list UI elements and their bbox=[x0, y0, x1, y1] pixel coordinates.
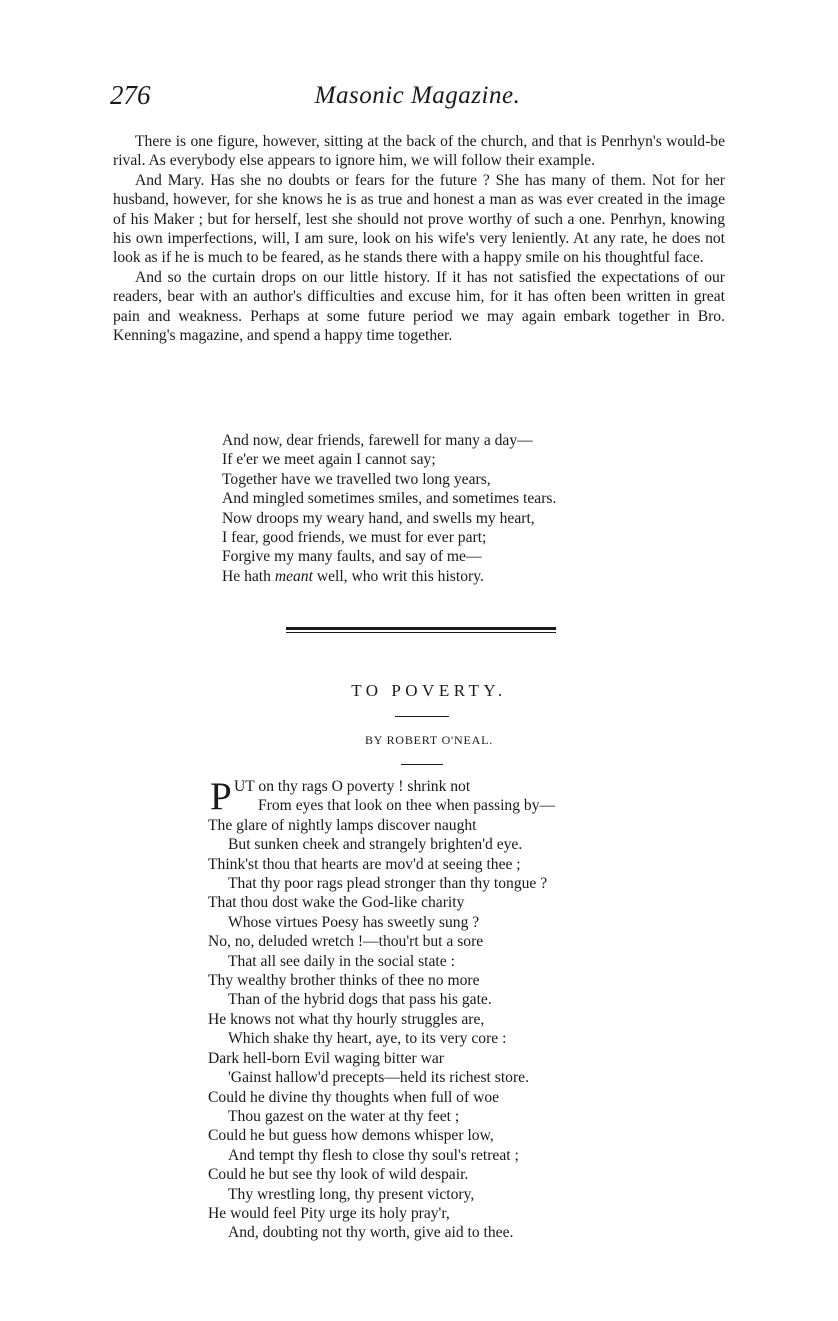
verse-line: I fear, good friends, we must for ever part; bbox=[222, 529, 487, 547]
separator-thin-rule bbox=[286, 632, 556, 633]
poem-line: Thou gazest on the water at thy feet ; bbox=[228, 1107, 460, 1125]
title-rule bbox=[395, 716, 449, 717]
poem-line: Could he divine thy thoughts when full of woe bbox=[208, 1088, 500, 1106]
drop-cap: P bbox=[210, 775, 232, 818]
poem-line: That all see daily in the social state : bbox=[228, 952, 455, 970]
poem-line: And, doubting not thy worth, give aid to thee. bbox=[228, 1224, 514, 1242]
poem-line: He knows not what thy hourly struggles are, bbox=[208, 1010, 485, 1028]
page-header bbox=[110, 80, 725, 116]
poem-line: From eyes that look on thee when passing by— bbox=[258, 797, 556, 815]
poem-line: Dark hell-born Evil waging bitter war bbox=[208, 1049, 445, 1067]
poem-line: The glare of nightly lamps discover naught bbox=[208, 816, 477, 834]
byline-rule bbox=[401, 764, 443, 765]
verse-line: If e'er we meet again I cannot say; bbox=[222, 451, 436, 469]
poem-line: That thy poor rags plead stronger than thy tongue ? bbox=[228, 875, 548, 893]
poem-line: That thou dost wake the God-like charity bbox=[208, 894, 465, 912]
verse-text: well, who writ this history. bbox=[312, 567, 484, 585]
verse-line-last bbox=[222, 567, 556, 586]
poem-lines bbox=[208, 816, 555, 1243]
poem-title: TO POVERTY. bbox=[351, 681, 507, 700]
poem-line: Whose virtues Poesy has sweetly sung ? bbox=[228, 913, 480, 931]
poem-line: And tempt thy flesh to close thy soul's retreat ; bbox=[228, 1146, 519, 1164]
verse-text: He hath bbox=[222, 567, 275, 585]
verse-line: And mingled sometimes smiles, and sometimes tears. bbox=[222, 490, 557, 508]
story-conclusion bbox=[113, 132, 725, 345]
paragraph: And so the curtain drops on our little history. If it has not satisfied the expectations of our readers, bear with an author's difficulties and excuse him, for it has often been written in great pain and weakness. Perhaps at some future period we may again embark together in Bro. Kenning's magazine, and spend a happy time together. bbox=[113, 268, 725, 345]
poem-byline: BY ROBERT O'NEAL. bbox=[364, 733, 494, 747]
poem-line: Which shake thy heart, aye, to its very core : bbox=[228, 1030, 507, 1048]
poem-line: 'Gainst hallow'd precepts—held its richest store. bbox=[228, 1069, 529, 1087]
verse-line: Together have we travelled two long years, bbox=[222, 470, 491, 488]
farewell-verse bbox=[222, 431, 556, 586]
poem-line: Thy wealthy brother thinks of thee no more bbox=[208, 972, 480, 990]
verse-line: Now droops my weary hand, and swells my heart, bbox=[222, 509, 535, 527]
emphasized-word: meant bbox=[274, 567, 313, 585]
separator-thick-rule bbox=[286, 627, 556, 630]
page-number: 276 bbox=[110, 80, 151, 110]
poem-line: Could he but see thy look of wild despair. bbox=[208, 1166, 469, 1184]
paragraph: There is one figure, however, sitting at the back of the church, and that is Penrhyn's would-be rival. As everybody else appears to ignore him, we will follow their example. bbox=[113, 133, 725, 170]
paragraph: And Mary. Has she no doubts or fears for the future ? She has many of them. Not for her husband, however, for she knows he is as true and honest a man as was ever created in the image of his Maker ; but for herself, lest she should not prove worthy of such a one. Penrhyn, knowing his own imperfections, will, I am sure, look on his wife's very leniently. At any rate, he does not look as if he is much to be feared, as he stands there with a happy smile on his thoughtful face. bbox=[113, 171, 725, 267]
verse-line: And now, dear friends, farewell for many a day— bbox=[222, 432, 533, 449]
poem-line: Thy wrestling long, thy present victory, bbox=[228, 1185, 475, 1203]
poem-line: But sunken cheek and strangely brighten'd eye. bbox=[228, 836, 523, 854]
verse-line: Forgive my many faults, and say of me— bbox=[222, 548, 482, 566]
poem-line: Think'st thou that hearts are mov'd at seeing thee ; bbox=[208, 855, 521, 873]
poem-line: Could he but guess how demons whisper low, bbox=[208, 1127, 494, 1145]
poem-line-text: UT on thy rags O poverty ! shrink not bbox=[234, 778, 471, 795]
poem-line: No, no, deluded wretch !—thou'rt but a sore bbox=[208, 933, 484, 951]
section-separator bbox=[286, 627, 556, 633]
poem-line: He would feel Pity urge its holy pray'r, bbox=[208, 1204, 450, 1222]
poem-line: Than of the hybrid dogs that pass his gate. bbox=[228, 991, 492, 1009]
poem-body bbox=[208, 777, 555, 1243]
running-title: Masonic Magazine. bbox=[314, 82, 521, 109]
